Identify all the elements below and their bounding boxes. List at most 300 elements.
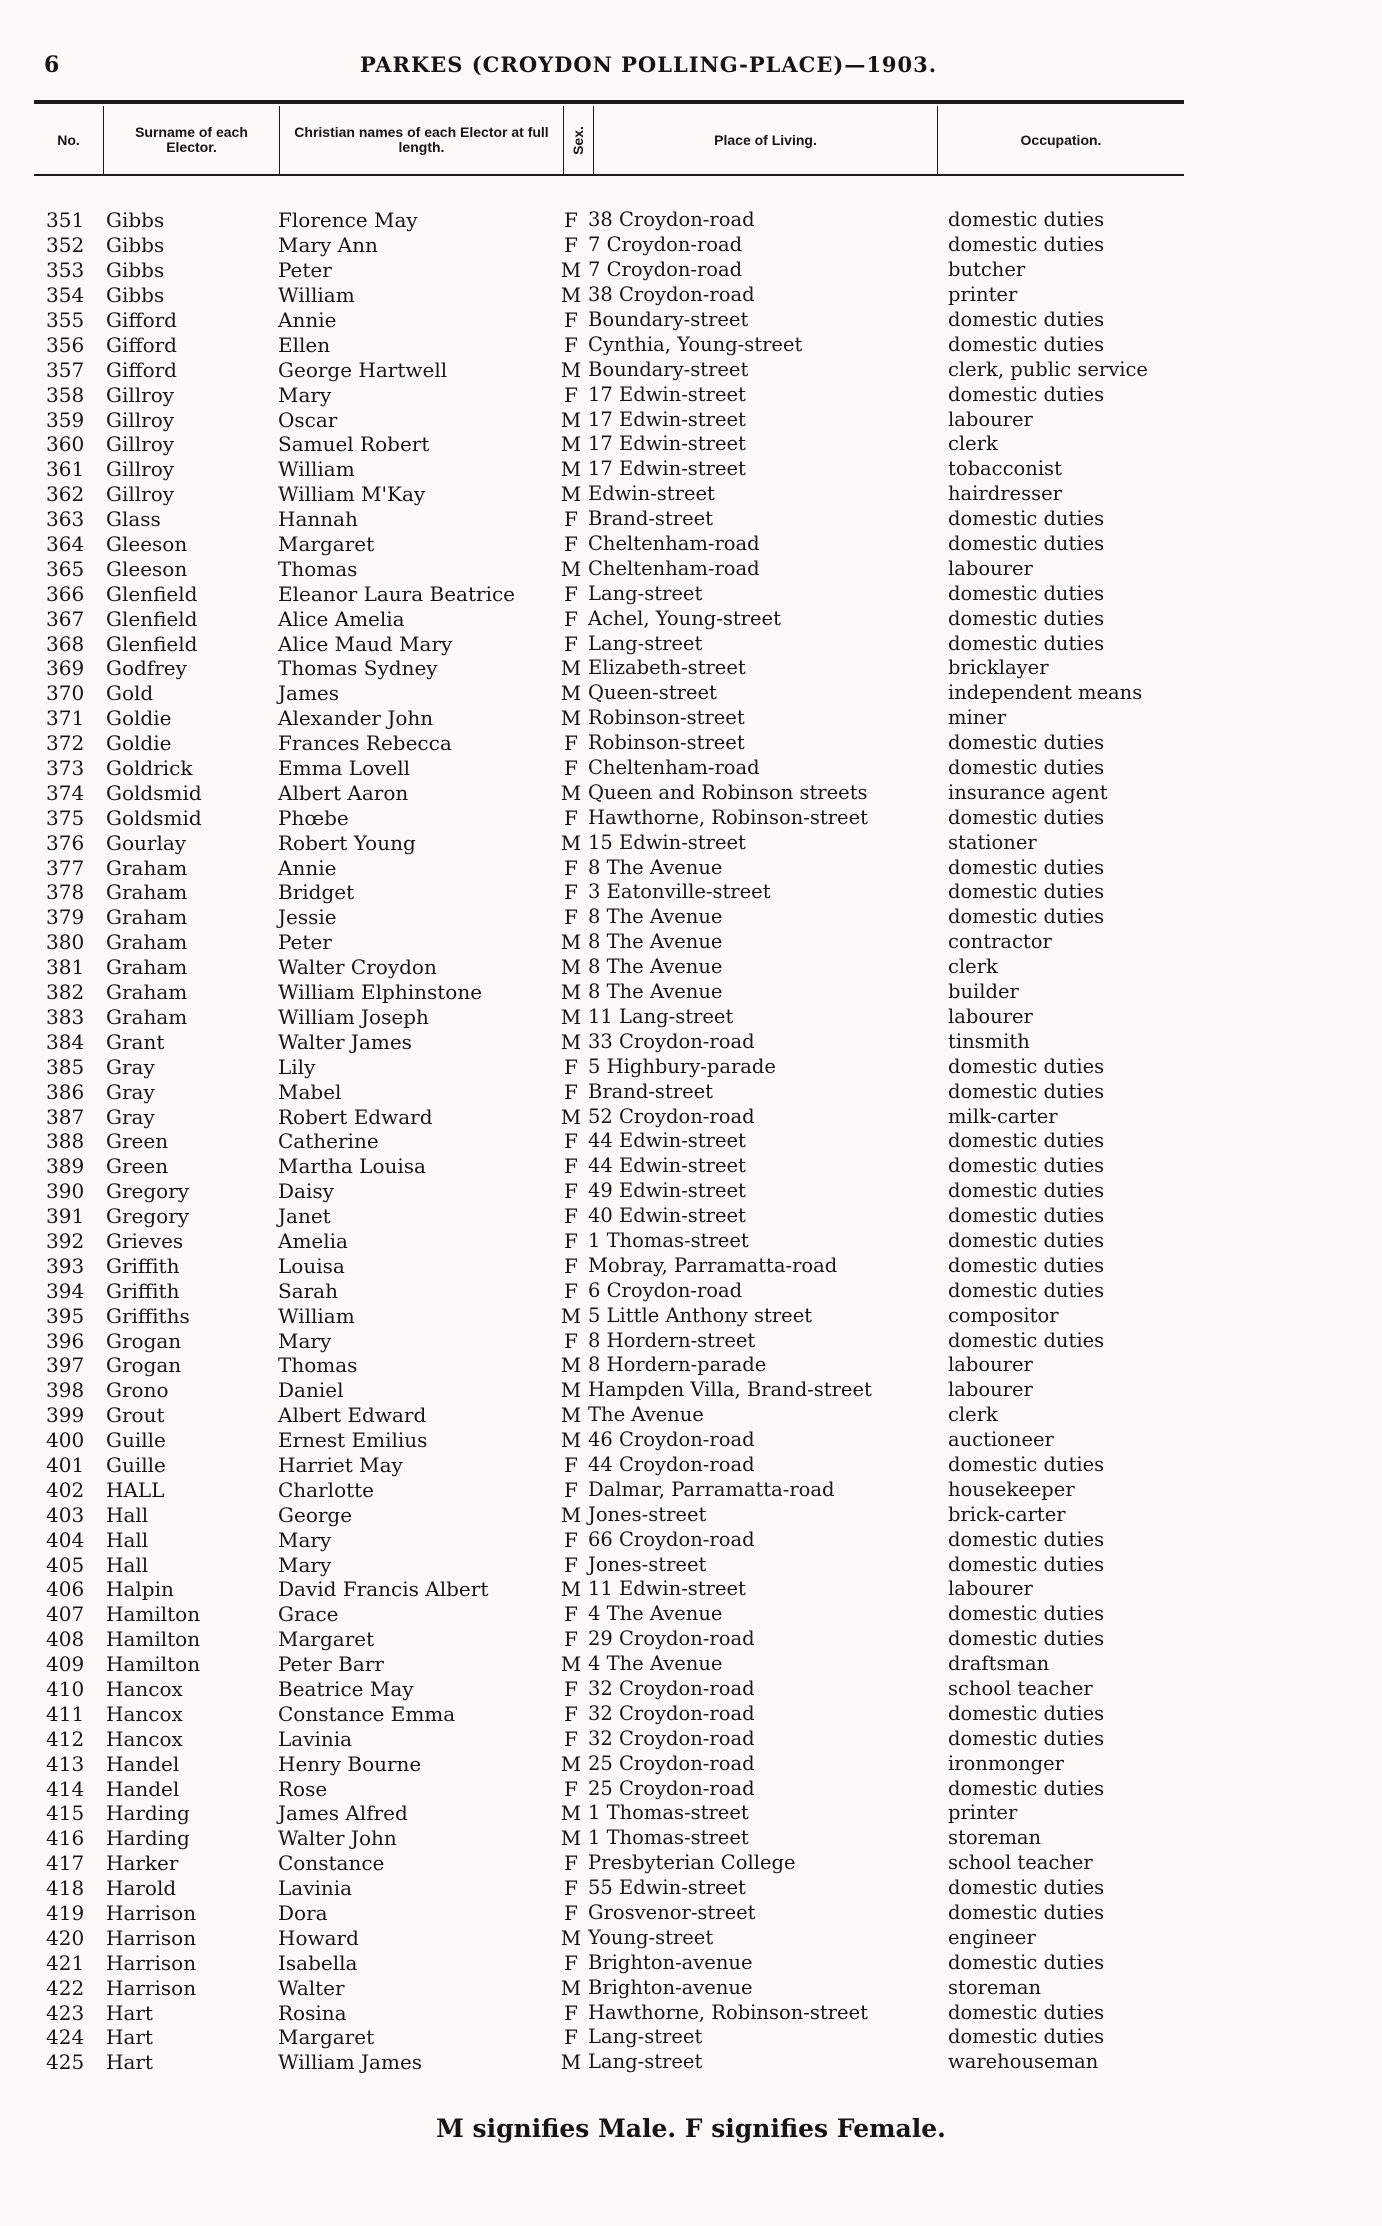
entry-christian-names: Catherine <box>278 1129 379 1154</box>
entry-surname: Harrison <box>106 1901 197 1925</box>
entry-place: 8 The Avenue <box>588 955 723 979</box>
entry-sex: F <box>564 1701 578 1726</box>
entry-christian-names: Peter <box>278 930 332 955</box>
entry-sex: F <box>564 1129 578 1154</box>
entry-surname: Hamilton <box>106 1652 201 1677</box>
entry-surname: Goldie <box>106 706 172 731</box>
entry-christian-names: Robert Young <box>278 830 416 855</box>
table-row <box>34 855 1184 880</box>
entry-place: Robinson-street <box>588 706 745 730</box>
entry-surname: Gifford <box>106 308 177 332</box>
entry-place: 4 The Avenue <box>588 1602 723 1626</box>
entry-sex: F <box>564 606 578 631</box>
entry-surname: Harding <box>106 1801 190 1826</box>
entry-number: 377 <box>46 855 85 880</box>
table-row <box>34 1378 1184 1403</box>
entry-surname: Gourlay <box>106 830 187 855</box>
entry-surname: Glenfield <box>106 631 198 656</box>
table-row <box>34 1104 1184 1129</box>
entry-sex: M <box>560 706 582 731</box>
entry-surname: Harker <box>106 1851 179 1876</box>
entry-place: Achel, Young-street <box>588 606 781 630</box>
entry-place: Brand-street <box>588 1079 713 1103</box>
entry-place: Cynthia, Young-street <box>588 332 803 356</box>
table-row <box>34 1901 1184 1926</box>
entry-sex: F <box>564 2025 578 2050</box>
entry-christian-names: Margaret <box>278 532 375 557</box>
header-surname: Surname of each Elector. <box>104 106 280 174</box>
entry-occupation: domestic duties <box>948 805 1105 829</box>
entry-number: 396 <box>46 1328 85 1353</box>
entry-surname: Harding <box>106 1826 190 1851</box>
entry-sex: F <box>564 1602 578 1627</box>
entry-occupation: independent means <box>948 681 1143 705</box>
entry-number: 354 <box>46 283 85 308</box>
entry-sex: F <box>564 855 578 880</box>
entry-surname: Gleeson <box>106 532 188 557</box>
entry-christian-names: Daniel <box>278 1378 344 1403</box>
table-row <box>34 1701 1184 1726</box>
table-row <box>34 382 1184 407</box>
table-row <box>34 532 1184 557</box>
entry-sex: F <box>564 1253 578 1278</box>
entry-surname: Godfrey <box>106 656 187 681</box>
entry-occupation: domestic duties <box>948 1054 1105 1078</box>
table-row <box>34 1079 1184 1104</box>
table-row <box>34 1826 1184 1851</box>
entry-surname: Gibbs <box>106 283 165 308</box>
entry-surname: Graham <box>106 905 188 930</box>
entry-occupation: domestic duties <box>948 1253 1105 1277</box>
entry-place: 38 Croydon-road <box>588 208 755 232</box>
header-occupation: Occupation. <box>1020 131 1102 148</box>
entry-occupation: domestic duties <box>948 1726 1105 1750</box>
entry-surname: Harold <box>106 1876 177 1901</box>
table-row <box>34 681 1184 706</box>
table-row <box>34 1005 1184 1030</box>
entry-occupation: labourer <box>948 1004 1033 1028</box>
entry-christian-names: Robert Edward <box>278 1104 433 1129</box>
entry-place: Edwin-street <box>588 482 715 506</box>
entry-place: Lang-street <box>588 581 703 605</box>
entry-occupation: domestic duties <box>948 532 1105 556</box>
entry-place: 17 Edwin-street <box>588 382 746 406</box>
entry-surname: Gregory <box>106 1204 190 1229</box>
entry-occupation: domestic duties <box>948 1154 1105 1178</box>
entry-surname: Handel <box>106 1751 180 1776</box>
entry-sex: M <box>560 1801 582 1826</box>
entry-surname: HALL <box>106 1477 165 1502</box>
entry-christian-names: Peter Barr <box>278 1652 384 1677</box>
table-row <box>34 507 1184 532</box>
entry-occupation: printer <box>948 1801 1018 1825</box>
entry-place: 8 The Avenue <box>588 930 723 954</box>
entry-surname: Halpin <box>106 1577 174 1602</box>
entry-place: 8 The Avenue <box>588 855 723 879</box>
entry-christian-names: Margaret <box>278 2025 375 2050</box>
entry-surname: Gray <box>106 1079 155 1104</box>
entry-sex: M <box>560 407 582 432</box>
table-row <box>34 1477 1184 1502</box>
entry-place: Boundary-street <box>588 308 749 331</box>
entry-number: 375 <box>46 805 85 830</box>
entry-place: Jones-street <box>588 1552 707 1576</box>
entry-surname: Glenfield <box>106 606 198 631</box>
entry-place: 44 Edwin-street <box>588 1129 746 1153</box>
entry-place: Brand-street <box>588 507 713 531</box>
table-row <box>34 482 1184 507</box>
entry-sex: F <box>564 1054 578 1079</box>
entry-christian-names: Albert Edward <box>278 1403 427 1428</box>
entry-number: 370 <box>46 681 85 706</box>
entry-place: 33 Croydon-road <box>588 1029 755 1053</box>
entry-number: 357 <box>46 357 85 382</box>
entry-occupation: domestic duties <box>948 1552 1105 1576</box>
header-sex <box>564 106 594 174</box>
entry-occupation: domestic duties <box>948 855 1105 879</box>
entry-surname: Graham <box>106 855 188 880</box>
entry-number: 393 <box>46 1253 85 1278</box>
entry-number: 413 <box>46 1751 85 1776</box>
table-row <box>34 258 1184 283</box>
entry-sex: F <box>564 1627 578 1652</box>
entry-occupation: domestic duties <box>948 606 1105 630</box>
entry-occupation: domestic duties <box>948 905 1105 929</box>
entry-christian-names: Charlotte <box>278 1477 375 1502</box>
entry-surname: Gibbs <box>106 208 165 233</box>
table-row <box>34 1029 1184 1054</box>
table-row <box>34 756 1184 781</box>
entry-sex: F <box>564 731 578 756</box>
entry-surname: Graham <box>106 1004 188 1029</box>
entry-christian-names: Louisa <box>278 1253 345 1278</box>
entry-surname: Gillroy <box>106 407 175 432</box>
entry-place: 40 Edwin-street <box>588 1204 746 1228</box>
entry-occupation: domestic duties <box>948 1129 1105 1153</box>
entry-surname: Hall <box>106 1527 149 1552</box>
entry-sex: F <box>564 308 578 332</box>
table-row <box>34 1552 1184 1577</box>
entry-christian-names: Ellen <box>278 332 331 357</box>
entry-place: Boundary-street <box>588 357 749 381</box>
table-row <box>34 308 1184 333</box>
table-row <box>34 357 1184 382</box>
entry-sex: F <box>564 756 578 781</box>
table-row <box>34 1627 1184 1652</box>
table-row <box>34 780 1184 805</box>
entry-number: 407 <box>46 1602 85 1627</box>
entry-occupation: printer <box>948 283 1018 307</box>
entry-sex: F <box>564 1154 578 1179</box>
entry-sex: M <box>560 457 582 482</box>
entry-christian-names: Howard <box>278 1925 359 1950</box>
entry-number: 400 <box>46 1428 85 1453</box>
entry-surname: Gray <box>106 1054 155 1079</box>
entry-number: 408 <box>46 1627 85 1652</box>
entry-number: 364 <box>46 532 85 557</box>
entry-occupation: domestic duties <box>948 1228 1105 1252</box>
entry-occupation: domestic duties <box>948 308 1105 331</box>
entry-number: 365 <box>46 556 85 581</box>
entry-christian-names: Eleanor Laura Beatrice <box>278 581 516 606</box>
entry-sex: M <box>560 2050 582 2075</box>
entry-surname: Gifford <box>106 332 177 357</box>
entry-place: Mobray, Parramatta-road <box>588 1253 838 1277</box>
entry-surname: Goldrick <box>106 756 193 781</box>
entry-christian-names: Bridget <box>278 880 355 905</box>
entry-number: 379 <box>46 905 85 930</box>
entry-number: 425 <box>46 2050 85 2075</box>
entry-place: Elizabeth-street <box>588 656 746 680</box>
entry-number: 424 <box>46 2025 85 2050</box>
entry-number: 352 <box>46 233 85 258</box>
entry-surname: Glass <box>106 507 161 532</box>
entry-christian-names: Rosina <box>278 2000 347 2025</box>
table-row <box>34 208 1184 233</box>
entry-occupation: domestic duties <box>948 631 1105 655</box>
entry-number: 401 <box>46 1452 85 1477</box>
entry-christian-names: Mary <box>278 1527 332 1552</box>
entry-sex: F <box>564 532 578 557</box>
entry-christian-names: Mary <box>278 1552 332 1577</box>
entry-sex: F <box>564 1527 578 1552</box>
table-row <box>34 1453 1184 1478</box>
entry-sex: M <box>560 1652 582 1677</box>
entry-number: 421 <box>46 1950 85 1975</box>
entry-number: 392 <box>46 1228 85 1253</box>
entry-surname: Guille <box>106 1428 166 1453</box>
entry-place: The Avenue <box>588 1403 704 1427</box>
entry-christian-names: Alice Maud Mary <box>278 631 453 656</box>
entry-place: Presbyterian College <box>588 1851 796 1875</box>
entry-occupation: domestic duties <box>948 1602 1105 1626</box>
entry-sex: M <box>560 681 582 706</box>
entry-sex: F <box>564 507 578 532</box>
entry-place: 4 The Avenue <box>588 1652 723 1676</box>
entry-place: 15 Edwin-street <box>588 830 746 854</box>
entry-number: 422 <box>46 1975 85 2000</box>
entry-place: 46 Croydon-road <box>588 1428 755 1452</box>
entry-occupation: clerk <box>948 1403 998 1427</box>
entry-surname: Hall <box>106 1502 149 1527</box>
entry-number: 406 <box>46 1577 85 1602</box>
entry-sex: F <box>564 1179 578 1204</box>
table-row <box>34 407 1184 432</box>
entry-surname: Gray <box>106 1104 155 1129</box>
entry-place: 38 Croydon-road <box>588 283 755 307</box>
entry-christian-names: Ernest Emilius <box>278 1428 428 1453</box>
entry-sex: F <box>564 1776 578 1801</box>
entry-surname: Griffith <box>106 1253 180 1278</box>
entry-number: 411 <box>46 1701 85 1726</box>
entry-place: Hawthorne, Robinson-street <box>588 805 868 829</box>
entry-number: 382 <box>46 980 85 1005</box>
entry-place: 17 Edwin-street <box>588 407 746 431</box>
entry-place: Brighton-avenue <box>588 1975 753 1999</box>
table-row <box>34 1726 1184 1751</box>
entry-number: 394 <box>46 1278 85 1303</box>
entry-occupation: tobacconist <box>948 457 1062 481</box>
entry-occupation: labourer <box>948 556 1033 580</box>
entry-surname: Grogan <box>106 1328 182 1353</box>
entry-number: 397 <box>46 1353 85 1378</box>
entry-occupation: domestic duties <box>948 2025 1105 2049</box>
entry-place: 52 Croydon-road <box>588 1104 755 1128</box>
entry-number: 361 <box>46 457 85 482</box>
entry-christian-names: Frances Rebecca <box>278 731 452 756</box>
entry-sex: M <box>560 1751 582 1776</box>
entry-place: Hampden Villa, Brand-street <box>588 1378 872 1402</box>
entry-christian-names: Lavinia <box>278 1726 353 1751</box>
entry-number: 383 <box>46 1004 85 1029</box>
entry-occupation: bricklayer <box>948 656 1049 680</box>
entry-sex: F <box>564 1452 578 1477</box>
entry-number: 368 <box>46 631 85 656</box>
entry-place: Cheltenham-road <box>588 556 760 580</box>
entry-occupation: domestic duties <box>948 1701 1105 1725</box>
table-row <box>34 706 1184 731</box>
entry-surname: Hamilton <box>106 1627 201 1652</box>
entry-occupation: domestic duties <box>948 1776 1105 1800</box>
table-row <box>34 1353 1184 1378</box>
entry-number: 423 <box>46 2000 85 2025</box>
entry-sex: M <box>560 1004 582 1029</box>
entry-occupation: tinsmith <box>948 1029 1030 1053</box>
entry-number: 378 <box>46 880 85 905</box>
entry-christian-names: Alexander John <box>278 706 434 731</box>
entry-number: 386 <box>46 1079 85 1104</box>
entry-sex: M <box>560 656 582 681</box>
entry-number: 402 <box>46 1477 85 1502</box>
entry-surname: Griffith <box>106 1278 180 1303</box>
entry-sex: F <box>564 805 578 830</box>
entry-sex: F <box>564 1950 578 1975</box>
entry-christian-names: Albert Aaron <box>278 780 409 805</box>
entry-number: 371 <box>46 706 85 731</box>
entry-occupation: storeman <box>948 1826 1042 1850</box>
entry-place: Hawthorne, Robinson-street <box>588 2000 868 2024</box>
entry-christian-names: William Elphinstone <box>278 980 483 1005</box>
entry-sex: M <box>560 482 582 507</box>
entry-sex: M <box>560 830 582 855</box>
table-row <box>34 556 1184 581</box>
entry-occupation: domestic duties <box>948 1079 1105 1103</box>
entry-surname: Handel <box>106 1776 180 1801</box>
table-row <box>34 1602 1184 1627</box>
entry-occupation: domestic duties <box>948 1627 1105 1651</box>
entry-christian-names: Constance <box>278 1851 385 1876</box>
elector-list <box>34 208 1184 2075</box>
entry-christian-names: Peter <box>278 258 332 283</box>
entry-occupation: stationer <box>948 830 1037 854</box>
entry-christian-names: Mary Ann <box>278 233 378 258</box>
entry-christian-names: Grace <box>278 1602 339 1627</box>
entry-occupation: compositor <box>948 1303 1059 1327</box>
entry-sex: F <box>564 382 578 407</box>
entry-sex: F <box>564 1228 578 1253</box>
entry-occupation: school teacher <box>948 1676 1093 1700</box>
entry-christian-names: Mary <box>278 382 332 407</box>
entry-surname: Gillroy <box>106 382 175 407</box>
entry-occupation: domestic duties <box>948 1527 1105 1551</box>
entry-christian-names: Annie <box>278 308 337 332</box>
entry-sex: F <box>564 332 578 357</box>
table-row <box>34 930 1184 955</box>
entry-sex: M <box>560 556 582 581</box>
entry-place: Cheltenham-road <box>588 532 760 556</box>
entry-christian-names: William M'Kay <box>278 482 426 507</box>
entry-place: Brighton-avenue <box>588 1950 753 1974</box>
entry-surname: Gillroy <box>106 432 175 457</box>
entry-place: 29 Croydon-road <box>588 1627 755 1651</box>
entry-occupation: domestic duties <box>948 880 1105 904</box>
entry-place: 44 Croydon-road <box>588 1452 755 1476</box>
entry-occupation: storeman <box>948 1975 1042 1999</box>
entry-sex: F <box>564 1676 578 1701</box>
entry-occupation: engineer <box>948 1925 1036 1949</box>
entry-sex: M <box>560 1029 582 1054</box>
entry-surname: Goldsmid <box>106 805 202 830</box>
entry-number: 404 <box>46 1527 85 1552</box>
entry-surname: Hart <box>106 2000 153 2025</box>
entry-occupation: domestic duties <box>948 332 1105 356</box>
entry-sex: F <box>564 1726 578 1751</box>
entry-surname: Graham <box>106 955 188 980</box>
entry-number: 380 <box>46 930 85 955</box>
entry-place: 8 Hordern-parade <box>588 1353 767 1377</box>
entry-place: Jones-street <box>588 1502 707 1526</box>
entry-sex: M <box>560 258 582 283</box>
entry-sex: F <box>564 905 578 930</box>
entry-sex: F <box>564 208 578 233</box>
entry-occupation: housekeeper <box>948 1477 1075 1501</box>
table-row <box>34 1229 1184 1254</box>
entry-number: 367 <box>46 606 85 631</box>
entry-occupation: miner <box>948 706 1007 730</box>
entry-christian-names: Alice Amelia <box>278 606 405 631</box>
entry-place: Dalmar, Parramatta-road <box>588 1477 835 1501</box>
entry-christian-names: Emma Lovell <box>278 756 411 781</box>
entry-sex: F <box>564 1851 578 1876</box>
entry-christian-names: Phœbe <box>278 805 349 830</box>
entry-number: 351 <box>46 208 85 233</box>
entry-sex: M <box>560 1353 582 1378</box>
table-row <box>34 1054 1184 1079</box>
table-row <box>34 1403 1184 1428</box>
entry-place: Lang-street <box>588 2025 703 2049</box>
entry-christian-names: Annie <box>278 855 337 880</box>
entry-occupation: labourer <box>948 1353 1033 1377</box>
entry-occupation: brick-carter <box>948 1502 1066 1526</box>
table-row <box>34 432 1184 457</box>
entry-place: 25 Croydon-road <box>588 1776 755 1800</box>
entry-place: 7 Croydon-road <box>588 258 743 282</box>
entry-surname: Harrison <box>106 1975 197 2000</box>
entry-place: 32 Croydon-road <box>588 1676 755 1700</box>
entry-occupation: auctioneer <box>948 1428 1054 1452</box>
entry-occupation: domestic duties <box>948 1278 1105 1302</box>
entry-surname: Hart <box>106 2050 153 2075</box>
entry-sex: F <box>564 1552 578 1577</box>
table-row <box>34 2050 1184 2075</box>
entry-occupation: warehouseman <box>948 2050 1099 2074</box>
entry-christian-names: Sarah <box>278 1278 338 1303</box>
entry-sex: M <box>560 955 582 980</box>
table-row <box>34 1154 1184 1179</box>
table-row <box>34 1751 1184 1776</box>
entry-number: 398 <box>46 1378 85 1403</box>
table-row <box>34 1328 1184 1353</box>
